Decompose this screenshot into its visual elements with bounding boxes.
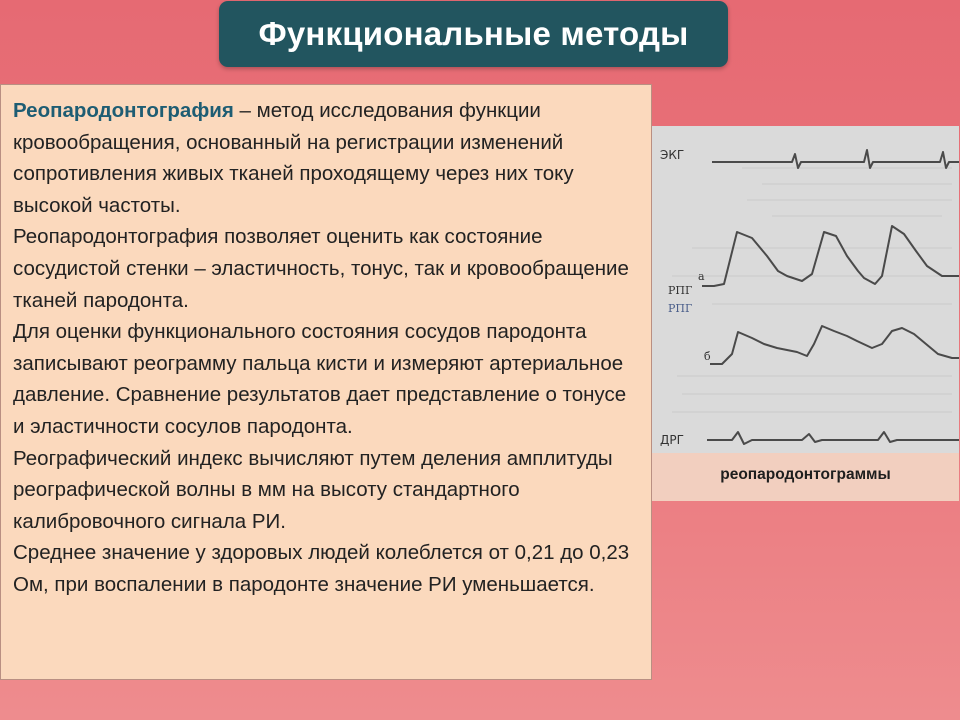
- paragraph-rheographic-index: Реографический индекс вычисляют путем деления амплитуды реографической волны в мм на высоту стандартного калибровочного сигнала РИ.: [13, 446, 613, 533]
- paragraph-functional-state: Для оценки функционального состояния сосудов пародонта записывают реограмму пальца кисти и измеряют артериальное давление. Сравнение результатов дает представление о тонусе и эластичности сосулов пародонта.: [13, 320, 627, 438]
- paragraph-vessel-wall: Реопародонтография позволяет оценить как состояние сосудистой стенки – эластичность, тонус, так и кровообращение тканей пародонта.: [13, 225, 629, 312]
- definition-text: – метод исследования функции кровообращения, основанный на регистрации изменений сопротивления живых тканей проходящему через них току высокой частоты.: [13, 99, 574, 217]
- paragraph-average-value: Среднее значение у здоровых людей колеблется от 0,21 до 0,23 Ом, при воспалении в пародонте значение РИ уменьшается.: [13, 541, 630, 596]
- curve-a-mark: а: [698, 270, 705, 283]
- title-box: [219, 1, 728, 67]
- slide-title: Функциональные методы: [258, 15, 689, 52]
- figure-caption: реопародонтограммы: [720, 466, 891, 483]
- rheogram-traces: [652, 126, 959, 453]
- drg-label: ДРГ: [660, 433, 684, 447]
- definition-paragraph: [13, 95, 643, 221]
- rpg-label-a: РПГ: [668, 284, 693, 297]
- term-highlight: Реопародонтография: [13, 99, 234, 122]
- curve-b-mark: б: [704, 350, 711, 363]
- text-panel: [0, 84, 652, 680]
- rheoparodontogram-image: [652, 126, 959, 453]
- ecg-label: ЭКГ: [660, 148, 685, 162]
- figure-panel: [652, 126, 959, 501]
- rpg-label-b: РПГ: [668, 302, 693, 315]
